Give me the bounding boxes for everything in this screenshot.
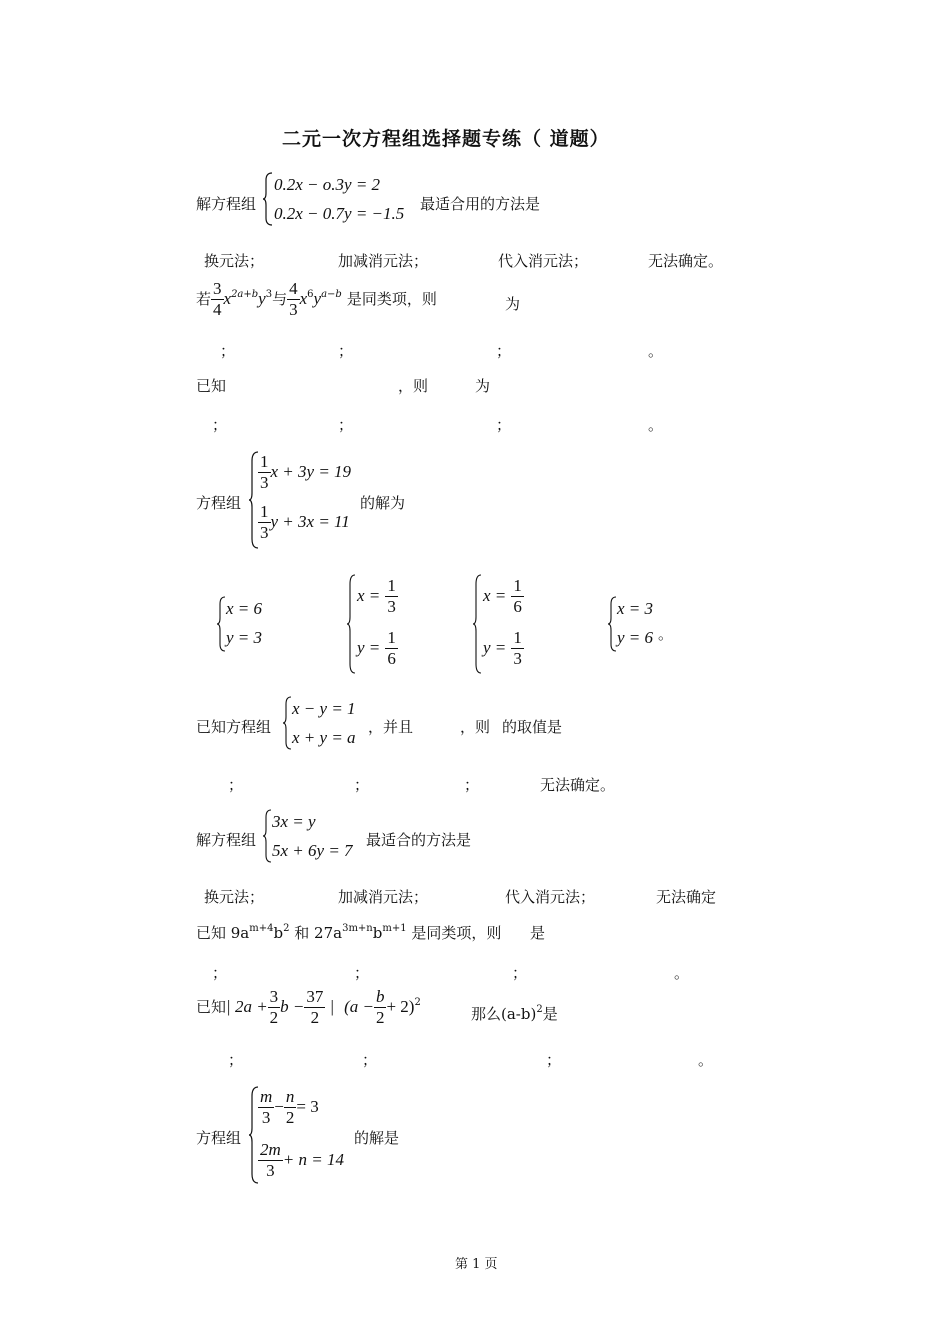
- q2-wei: 为: [505, 295, 521, 313]
- q9-eq1: [258, 1087, 319, 1128]
- q1-eq1: 0.2x − o.3y = 2: [274, 175, 381, 194]
- q7-b2: b: [372, 924, 383, 942]
- q7-exp1: m+4: [249, 923, 274, 934]
- q2-term2-yexp: a−b: [321, 289, 342, 300]
- q9-eq1-minus: −: [274, 1097, 284, 1116]
- q6-eq1: 3x = y: [272, 812, 316, 831]
- q8-option-a: ；: [228, 1051, 244, 1069]
- q7-line: [196, 922, 501, 943]
- q2-frac1: $\frac{3}{4}$: [213, 279, 222, 319]
- q4-eq1: [258, 452, 351, 493]
- q4-eq2: [258, 502, 350, 543]
- q2-term1-yexp: 3: [265, 289, 273, 300]
- q7-b: b: [273, 924, 284, 942]
- q5-eq1: x − y = 1: [292, 699, 356, 718]
- q8-then: [471, 1003, 558, 1024]
- q4-optA-y: y = 3: [226, 628, 263, 647]
- q4-optC-y-frac: $\frac{1}{3}$: [513, 628, 522, 668]
- q4-optA-brace: [216, 596, 226, 652]
- q4-optB-y-label: y =: [357, 638, 381, 657]
- q2-term1-exp: 2a+b: [231, 289, 259, 300]
- q7-suffix: 是同类项，则: [411, 924, 502, 942]
- q4-eq1-rest: x + 3y = 19: [270, 462, 352, 481]
- q4-suffix: 的解为: [360, 494, 406, 512]
- q8-frac3: $\frac{b}{2}$: [375, 987, 385, 1027]
- q8-option-c: ；: [546, 1051, 562, 1069]
- q4-prefix: 方程组: [196, 494, 242, 512]
- q4-eq2-rest: y + 3x = 11: [270, 512, 350, 531]
- q1-option-b: 加减消元法；: [338, 252, 429, 270]
- q8-option-b: ；: [362, 1051, 378, 1069]
- q8-paren-close: + 2): [386, 997, 415, 1016]
- q7-option-b: ；: [354, 964, 370, 982]
- q6-option-c: 代入消元法；: [505, 888, 596, 906]
- q2-option-a: ；: [220, 342, 236, 360]
- q4-eq2-frac: $\frac{1}{3}$: [260, 502, 269, 542]
- q7-option-d: 。: [674, 964, 690, 982]
- q8-option-d: 。: [698, 1051, 714, 1069]
- q3-option-b: ；: [338, 416, 354, 434]
- q9-eq1-rest: = 3: [296, 1097, 319, 1116]
- q4-optB-x-frac: $\frac{1}{3}$: [387, 576, 396, 616]
- q7-prefix: 已知 9a: [196, 924, 250, 942]
- q5-suffix3: 的取值是: [502, 718, 563, 736]
- q8-abs-close: |: [330, 997, 334, 1016]
- q8-frac2: $\frac{37}{2}$: [306, 987, 324, 1027]
- q5-option-a: ；: [228, 776, 244, 794]
- q8-line: [196, 987, 421, 1028]
- q3-option-a: ；: [212, 416, 228, 434]
- q1-brace: [262, 172, 274, 226]
- q4-optD-end: 。: [658, 625, 674, 643]
- q4-eq1-frac: $\frac{1}{3}$: [260, 452, 269, 492]
- q8-shi: 是: [542, 1005, 558, 1023]
- q5-prefix: 已知方程组: [196, 718, 272, 736]
- q6-option-a: 换元法；: [204, 888, 265, 906]
- q7-exp3: 3m+n: [342, 923, 373, 934]
- q8-prefix: 已知: [196, 998, 227, 1016]
- q4-optA-x: x = 6: [226, 599, 263, 618]
- q6-option-d: 无法确定: [656, 888, 717, 906]
- q5-option-c: ；: [464, 776, 480, 794]
- q2-prefix: 若: [196, 290, 212, 308]
- q5-brace: [282, 696, 292, 750]
- q3-option-c: ；: [496, 416, 512, 434]
- q8-paren-exp: 2: [414, 997, 421, 1008]
- q7-exp4: m+1: [382, 923, 407, 934]
- q4-optB-x: [357, 576, 398, 617]
- q3-mid: ，则: [398, 377, 429, 395]
- q3-prefix: 已知: [196, 377, 227, 395]
- q7-and: 和 27a: [294, 924, 343, 942]
- q7-shi: 是: [530, 924, 546, 942]
- q8-then-text: 那么(a-b): [471, 1005, 537, 1023]
- q2-option-c: ；: [496, 342, 512, 360]
- q1-suffix: 最适合用的方法是: [420, 195, 541, 213]
- q9-eq1-frac1: $\frac{m}{3}$: [260, 1087, 273, 1127]
- q5-eq2: x + y = a: [292, 728, 356, 747]
- q8-mid1: b −: [280, 997, 305, 1016]
- q2-and: 与: [272, 290, 288, 308]
- q1-option-d: 无法确定。: [648, 252, 724, 270]
- q2-option-d: 。: [648, 342, 664, 360]
- page-title: 二元一次方程组选择题专练（ 道题）: [282, 128, 610, 150]
- q8-frac1: $\frac{3}{2}$: [269, 987, 279, 1027]
- q4-optC-x: [483, 576, 524, 617]
- q4-optC-y: [483, 628, 524, 669]
- q2-term2-exp: 6: [307, 289, 314, 300]
- q2-term2-y: y: [313, 289, 322, 308]
- q2-term1: x: [223, 289, 232, 308]
- q6-eq2: 5x + 6y = 7: [272, 841, 353, 860]
- q6-brace: [262, 809, 272, 863]
- q3-option-d: 。: [648, 416, 664, 434]
- q4-optC-y-label: y =: [483, 638, 507, 657]
- q2-term1-y: y: [258, 289, 266, 308]
- q1-option-c: 代入消元法；: [498, 252, 589, 270]
- q4-optD-x: x = 3: [617, 599, 654, 618]
- q7-option-c: ；: [512, 964, 528, 982]
- q9-suffix: 的解是: [354, 1129, 400, 1147]
- q4-optB-y-frac: $\frac{1}{6}$: [387, 628, 396, 668]
- q1-prefix: 解方程组: [196, 195, 257, 213]
- q3-wei: 为: [475, 377, 491, 395]
- q4-optC-brace: [472, 574, 482, 674]
- q2-option-b: ；: [338, 342, 354, 360]
- q4-optC-x-label: x =: [483, 586, 507, 605]
- q4-optC-x-frac: $\frac{1}{6}$: [513, 576, 522, 616]
- q4-optD-y: y = 6: [617, 628, 654, 647]
- q5-suffix2: ，则: [460, 718, 491, 736]
- q5-option-d: 无法确定。: [540, 776, 616, 794]
- q6-suffix: 最适合的方法是: [366, 831, 472, 849]
- q7-exp2: 2: [283, 923, 290, 934]
- q6-prefix: 解方程组: [196, 831, 257, 849]
- q9-eq1-frac2: $\frac{n}{2}$: [285, 1087, 295, 1127]
- q2-frac2: $\frac{4}{3}$: [289, 279, 298, 319]
- q1-eq2: 0.2x − 0.7y = −1.5: [274, 204, 405, 223]
- q9-eq2: [258, 1140, 344, 1181]
- q6-option-b: 加减消元法；: [338, 888, 429, 906]
- q4-optB-y: [357, 628, 398, 669]
- q5-option-b: ；: [354, 776, 370, 794]
- q8-paren-open: (a −: [344, 997, 374, 1016]
- page-footer: 第 1 页: [455, 1257, 498, 1272]
- q4-optB-x-label: x =: [357, 586, 381, 605]
- q2-suffix: 是同类项，则: [346, 290, 437, 308]
- q8-then-exp: 2: [536, 1004, 543, 1015]
- q5-suffix1: ，并且: [368, 718, 414, 736]
- q7-option-a: ；: [212, 964, 228, 982]
- q1-option-a: 换元法；: [204, 252, 265, 270]
- q8-abs-open: | 2a +: [226, 997, 268, 1016]
- q9-eq2-frac: $\frac{2m}{3}$: [260, 1140, 281, 1180]
- q2-line: [196, 279, 437, 320]
- q2-term2: x: [299, 289, 308, 308]
- q9-eq2-rest: + n = 14: [282, 1150, 344, 1169]
- q9-prefix: 方程组: [196, 1129, 242, 1147]
- q4-optD-brace: [607, 596, 617, 652]
- q4-optB-brace: [346, 574, 356, 674]
